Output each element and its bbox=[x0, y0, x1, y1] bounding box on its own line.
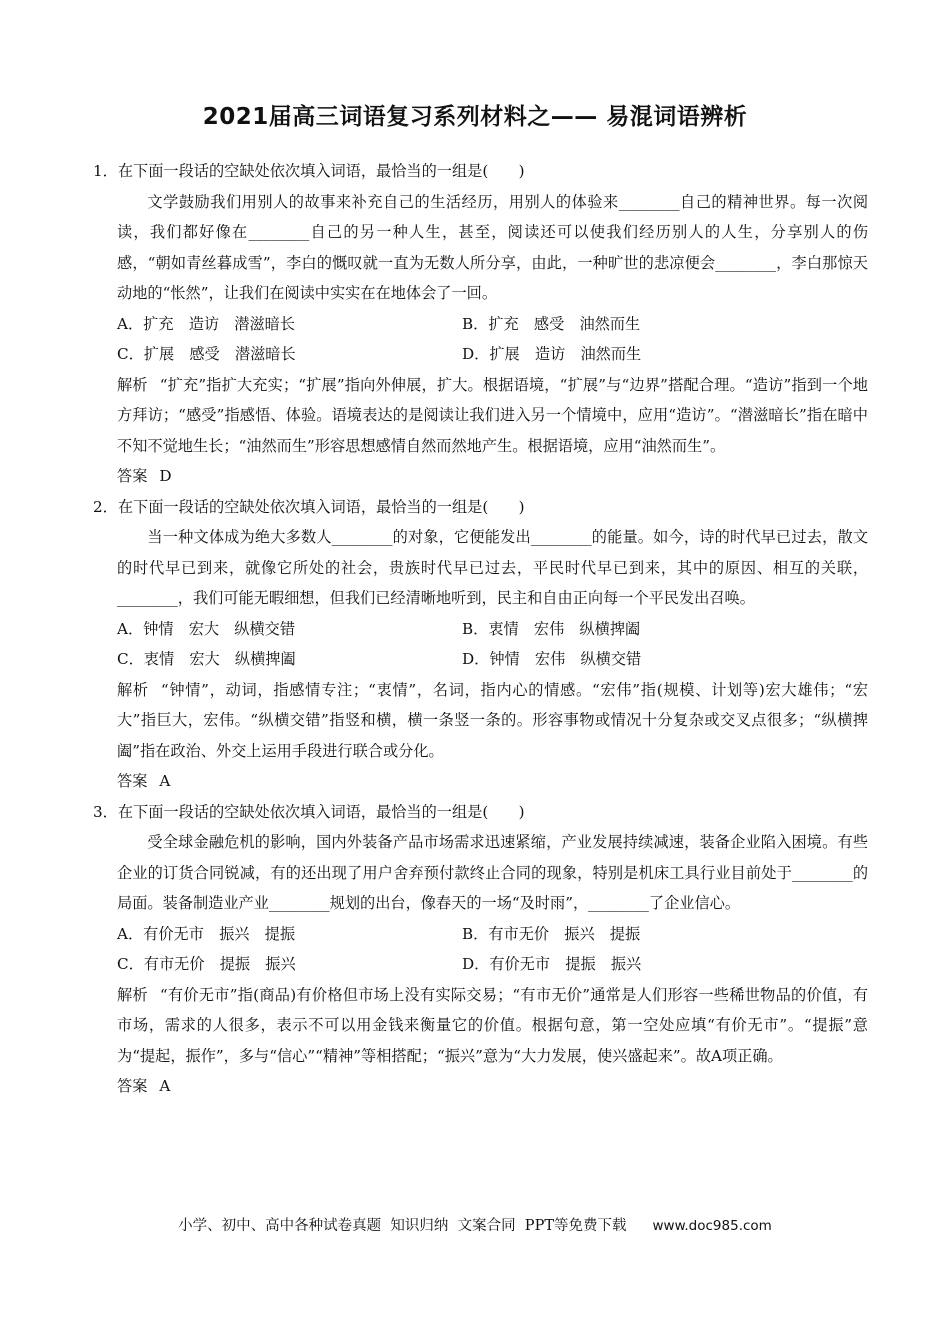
answer bbox=[93, 1071, 868, 1102]
option-d: D．钟情 宏伟 纵横交错 bbox=[462, 650, 642, 668]
options-row bbox=[93, 919, 868, 950]
options-row bbox=[93, 309, 868, 340]
option-b: B．扩充 感受 油然而生 bbox=[462, 314, 641, 333]
option-d: D．有价无市 提振 振兴 bbox=[462, 955, 642, 973]
answer bbox=[93, 766, 868, 797]
answer-value: A bbox=[159, 1077, 171, 1095]
footer-url[interactable]: www.doc985.com bbox=[652, 1218, 772, 1234]
answer-label: 答案 bbox=[117, 467, 148, 485]
footer-text: 小学、初中、高中各种试卷真题 知识归纳 文案合同 PPT等免费下载 bbox=[178, 1218, 627, 1234]
questions-container bbox=[93, 156, 868, 1102]
question-stem: 2．在下面一段话的空缺处依次填入词语，最恰当的一组是( ) bbox=[93, 497, 525, 516]
option-c: C．扩展 感受 潜滋暗长 bbox=[117, 345, 296, 363]
analysis-text: “扩充”指扩大充实；“扩展”指向外伸展，扩大。根据语境，“扩展”与“边界”搭配合理。“造访”指到一个地方拜访；“感受”指感悟、体验。语境表达的是阅读让我们进入另一个情境中，应用“造访”。“潜滋暗长”指在暗中不知不觉地生长；“油然而生”形容思想感情自然而然地产生。根据语境，应用“油然而生”。 bbox=[117, 375, 868, 455]
option-b: B．有市无价 振兴 提振 bbox=[462, 924, 641, 943]
option-c: C．衷情 宏大 纵横捭阖 bbox=[117, 650, 296, 668]
question-3 bbox=[93, 797, 868, 1102]
question-stem: 3．在下面一段话的空缺处依次填入词语，最恰当的一组是( ) bbox=[93, 802, 525, 821]
option-b: B．衷情 宏伟 纵横捭阖 bbox=[462, 619, 641, 638]
question-stem: 1．在下面一段话的空缺处依次填入词语，最恰当的一组是( ) bbox=[93, 162, 525, 180]
option-a: A．有价无市 振兴 提振 bbox=[117, 924, 296, 943]
options-row bbox=[93, 614, 868, 645]
question-passage: 文学鼓励我们用别人的故事来补充自己的生活经历，用别人的体验来________自己的精神世界。每一次阅读，我们都好像在________自己的另一种人生，甚至，阅读还可以使我们经历别人的人生，分享别人的伤感，“朝如青丝暮成雪”，李白的慨叹就一直为无数人所分享，由此，一种旷世的悲凉便会________，李白那惊天动地的“怅然”，让我们在阅读中实实在在地体会了一回。 bbox=[117, 192, 868, 302]
answer-value: A bbox=[159, 772, 171, 790]
options-row bbox=[93, 644, 868, 675]
analysis-label: 解析 bbox=[117, 375, 148, 394]
question-passage: 当一种文体成为绝大多数人________的对象，它便能发出________的能量。如今，诗的时代早已过去，散文的时代早已到来，就像它所处的社会，贵族时代早已过去，平民时代早已到来，其中的原因、相互的关联，________，我们可能无暇细想，但我们已经清晰地听到，民主和自由正向每一个平民发出召唤。 bbox=[117, 528, 868, 607]
page-footer bbox=[0, 1214, 950, 1235]
answer bbox=[93, 461, 868, 492]
document-title: 2021届高三词语复习系列材料之—— 易混词语辨析 bbox=[202, 104, 748, 130]
analysis-text: “钟情”，动词，指感情专注；“衷情”，名词，指内心的情感。“宏伟”指(规模、计划等)宏大雄伟；“宏大”指巨大，宏伟。“纵横交错”指竖和横，横一条竖一条的。形容事物或情况十分复杂或交叉点很多；“纵横捭阖”指在政治、外交上运用手段进行联合或分化。 bbox=[117, 680, 869, 760]
option-d: D．扩展 造访 油然而生 bbox=[462, 345, 642, 363]
answer-label: 答案 bbox=[117, 772, 148, 790]
option-a: A．扩充 造访 潜滋暗长 bbox=[117, 314, 296, 333]
analysis bbox=[93, 370, 868, 462]
question-2 bbox=[93, 492, 868, 797]
options-row bbox=[93, 339, 868, 370]
analysis bbox=[93, 675, 868, 767]
options-row bbox=[93, 949, 868, 980]
analysis bbox=[93, 980, 868, 1072]
answer-label: 答案 bbox=[117, 1077, 148, 1095]
answer-value: D bbox=[159, 467, 172, 485]
question-1 bbox=[93, 156, 868, 492]
analysis-text: “有价无市”指(商品)有价格但市场上没有实际交易；“有市无价”通常是人们形容一些稀世物品的价值，有市场，需求的人很多，表示不可以用金钱来衡量它的价值。根据句意，第一空处应填“有价无市”。“提振”意为“提起，振作”，多与“信心”“精神”等相搭配；“振兴”意为“大力发展，使兴盛起来”。故A项正确。 bbox=[117, 985, 869, 1065]
option-c: C．有市无价 提振 振兴 bbox=[117, 955, 296, 973]
question-passage: 受全球金融危机的影响，国内外装备产品市场需求迅速紧缩，产业发展持续减速，装备企业陷入困境。有些企业的订货合同锐减，有的还出现了用户舍弃预付款终止合同的现象，特别是机床工具行业目前处于________的局面。装备制造业产业________规划的出台，像春天的一场“及时雨”，________了企业信心。 bbox=[117, 833, 868, 912]
analysis-label: 解析 bbox=[117, 985, 148, 1004]
analysis-label: 解析 bbox=[117, 680, 149, 699]
option-a: A．钟情 宏大 纵横交错 bbox=[117, 619, 296, 638]
